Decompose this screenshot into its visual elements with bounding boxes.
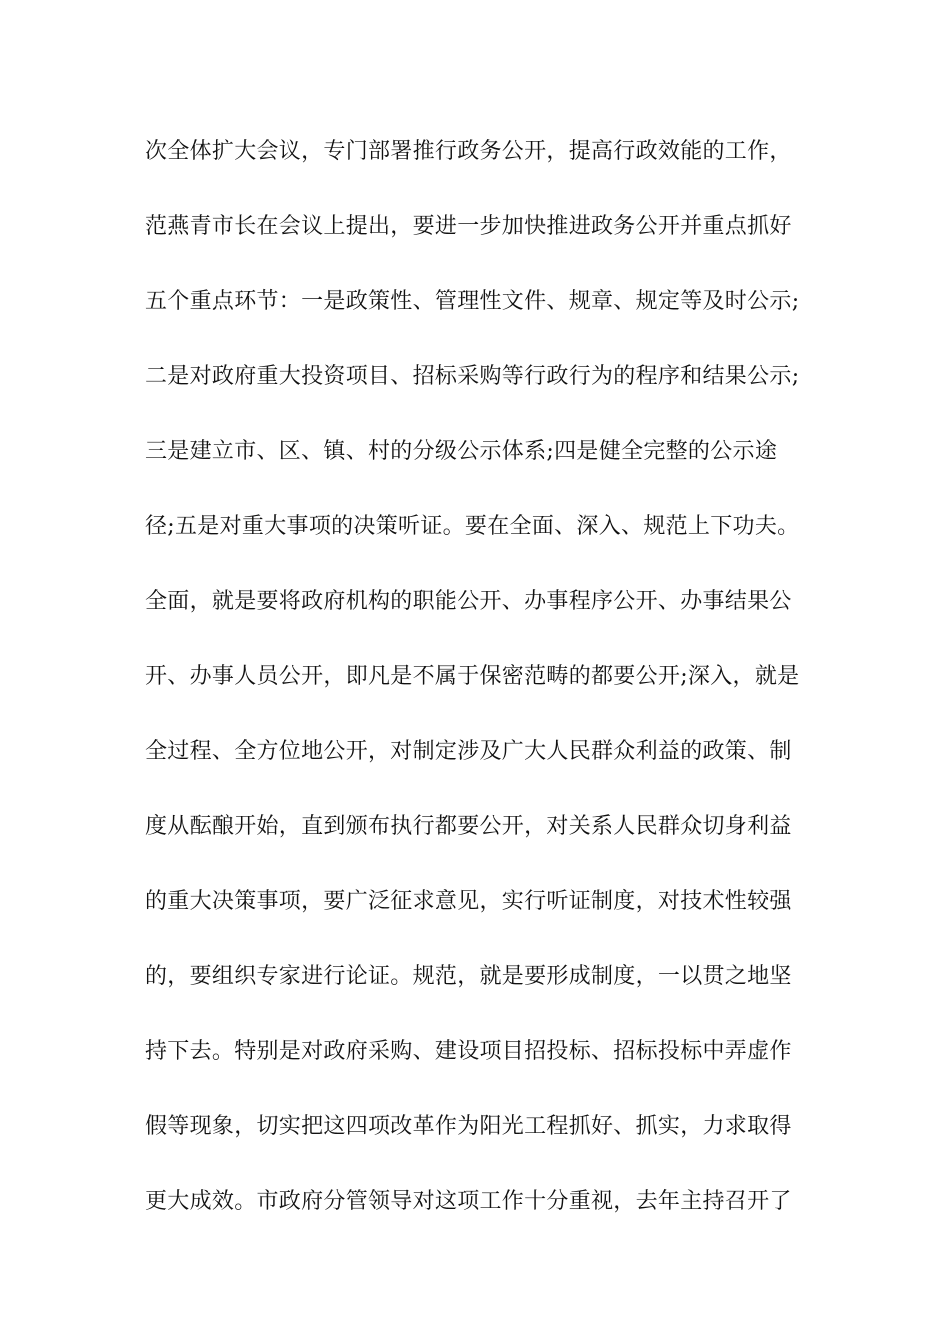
text-line: 二是对政府重大投资项目、招标采购等行政行为的程序和结果公示; xyxy=(145,364,800,389)
text-line: 次全体扩大会议，专门部署推行政务公开，提高行政效能的工作， xyxy=(145,139,792,164)
body-text xyxy=(145,131,825,1256)
text-line: 的，要组织专家进行论证。规范，就是要形成制度，一以贯之地坚 xyxy=(145,964,792,989)
text-line: 开、办事人员公开，即凡是不属于保密范畴的都要公开;深入，就是 xyxy=(145,664,800,689)
text-line: 的重大决策事项，要广泛征求意见，实行听证制度，对技术性较强 xyxy=(145,889,792,914)
text-line: 范燕青市长在会议上提出，要进一步加快推进政务公开并重点抓好 xyxy=(145,214,792,239)
text-line: 五个重点环节：一是政策性、管理性文件、规章、规定等及时公示; xyxy=(145,289,800,314)
text-line: 三是建立市、区、镇、村的分级公示体系;四是健全完整的公示途 xyxy=(145,439,778,464)
text-line: 更大成效。市政府分管领导对这项工作十分重视，去年主持召开了 xyxy=(145,1189,792,1214)
text-line: 度从酝酿开始，直到颁布执行都要公开，对关系人民群众切身利益 xyxy=(145,814,792,839)
text-line: 全过程、全方位地公开，对制定涉及广大人民群众利益的政策、制 xyxy=(145,739,792,764)
text-line: 假等现象，切实把这四项改革作为阳光工程抓好、抓实，力求取得 xyxy=(145,1114,792,1139)
text-line: 持下去。特别是对政府采购、建设项目招投标、招标投标中弄虚作 xyxy=(145,1039,792,1064)
text-line: 全面，就是要将政府机构的职能公开、办事程序公开、办事结果公 xyxy=(145,589,792,614)
text-line: 径;五是对重大事项的决策听证。要在全面、深入、规范上下功夫。 xyxy=(145,514,800,539)
